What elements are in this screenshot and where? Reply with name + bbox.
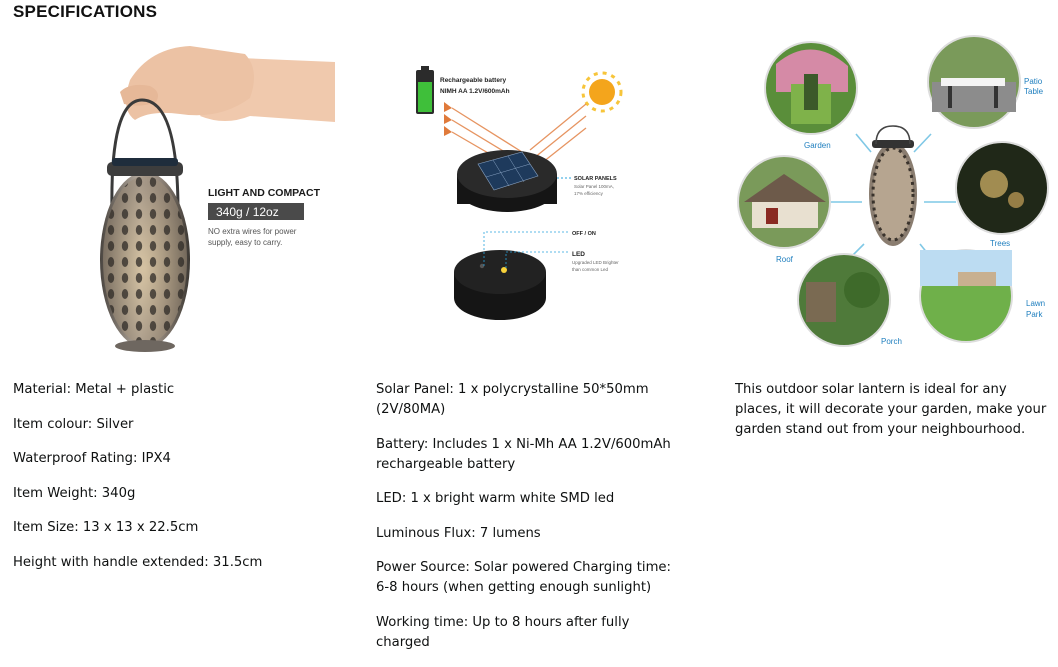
solar-panels-title: SOLAR PANELS bbox=[574, 176, 617, 182]
spec-item: Item Weight: 340g bbox=[13, 485, 136, 501]
garden-photo bbox=[765, 42, 857, 134]
led-line1: Upgraded LED Brighter bbox=[572, 260, 619, 265]
spec-item: Solar Panel: 1 x polycrystalline 50*50mm (2V/80MA) bbox=[376, 382, 649, 417]
battery-label-line1: Rechargeable battery bbox=[440, 77, 507, 84]
spec-item: Waterproof Rating: IPX4 bbox=[13, 451, 171, 466]
label-garden: Garden bbox=[804, 141, 831, 150]
label-porch: Porch bbox=[881, 337, 902, 346]
image1-title: LIGHT AND COMPACT bbox=[208, 187, 320, 199]
image1-note-line1: NO extra wires for power bbox=[208, 227, 297, 236]
image1-weight: 340g / 12oz bbox=[216, 205, 279, 219]
spec-item: LED: 1 x bright warm white SMD led bbox=[376, 491, 615, 506]
battery-label-line2: NIMH AA 1.2V/600mAh bbox=[440, 88, 510, 95]
led-line2: than common Led bbox=[572, 267, 609, 272]
porch-photo bbox=[798, 254, 890, 346]
spec-list-1 bbox=[13, 380, 353, 587]
label-patio-line2: Table bbox=[1024, 87, 1044, 96]
label-roof: Roof bbox=[776, 255, 793, 264]
usage-places-image bbox=[736, 34, 1058, 350]
lawn-photo bbox=[920, 250, 1012, 342]
led-base bbox=[454, 250, 546, 320]
solar-panels-line2: 17% efficiency bbox=[574, 191, 603, 196]
label-patio-line1: Patio bbox=[1024, 77, 1043, 86]
spec-item: Power Source: Solar powered Charging time: 6-8 hours (when getting enough sunlight) bbox=[376, 560, 671, 595]
spec-item: Item colour: Silver bbox=[13, 416, 134, 432]
image1-note-line2: supply, easy to carry. bbox=[208, 238, 283, 247]
solar-components-image bbox=[414, 60, 684, 335]
center-lantern bbox=[869, 126, 917, 246]
label-trees: Trees bbox=[990, 239, 1011, 248]
spec-item: Luminous Flux: 7 lumens bbox=[376, 525, 541, 541]
description-block bbox=[735, 380, 1057, 440]
label-lawn-line1: Lawn bbox=[1026, 299, 1046, 308]
solar-panels-line1: Solar Panel 100mA, bbox=[574, 184, 615, 189]
roof-photo bbox=[738, 156, 830, 248]
spec-list-2 bbox=[376, 380, 686, 667]
battery-icon bbox=[416, 66, 434, 114]
spec-item: Battery: Includes 1 x Ni-Mh AA 1.2V/600mAh rechargeable battery bbox=[376, 436, 671, 472]
switch-label: OFF / ON bbox=[572, 231, 596, 237]
sun-icon bbox=[583, 73, 621, 111]
spec-item: Working time: Up to 8 hours after fully charged bbox=[376, 614, 630, 650]
description-text: This outdoor solar lantern is ideal for any places, it will decorate your garden, make your garden stand out from your neighbourhood. bbox=[735, 382, 1047, 437]
trees-photo bbox=[956, 142, 1048, 234]
lantern-hand-image bbox=[90, 30, 340, 355]
patio-photo bbox=[928, 36, 1020, 128]
label-lawn-line2: Park bbox=[1026, 310, 1043, 319]
spec-item: Material: Metal + plastic bbox=[13, 382, 175, 397]
solar-panel-top bbox=[457, 150, 557, 212]
section-heading: SPECIFICATIONS bbox=[13, 2, 158, 21]
led-title: LED bbox=[572, 251, 585, 258]
spec-item: Height with handle extended: 31.5cm bbox=[13, 554, 263, 570]
spec-item: Item Size: 13 x 13 x 22.5cm bbox=[13, 520, 199, 535]
